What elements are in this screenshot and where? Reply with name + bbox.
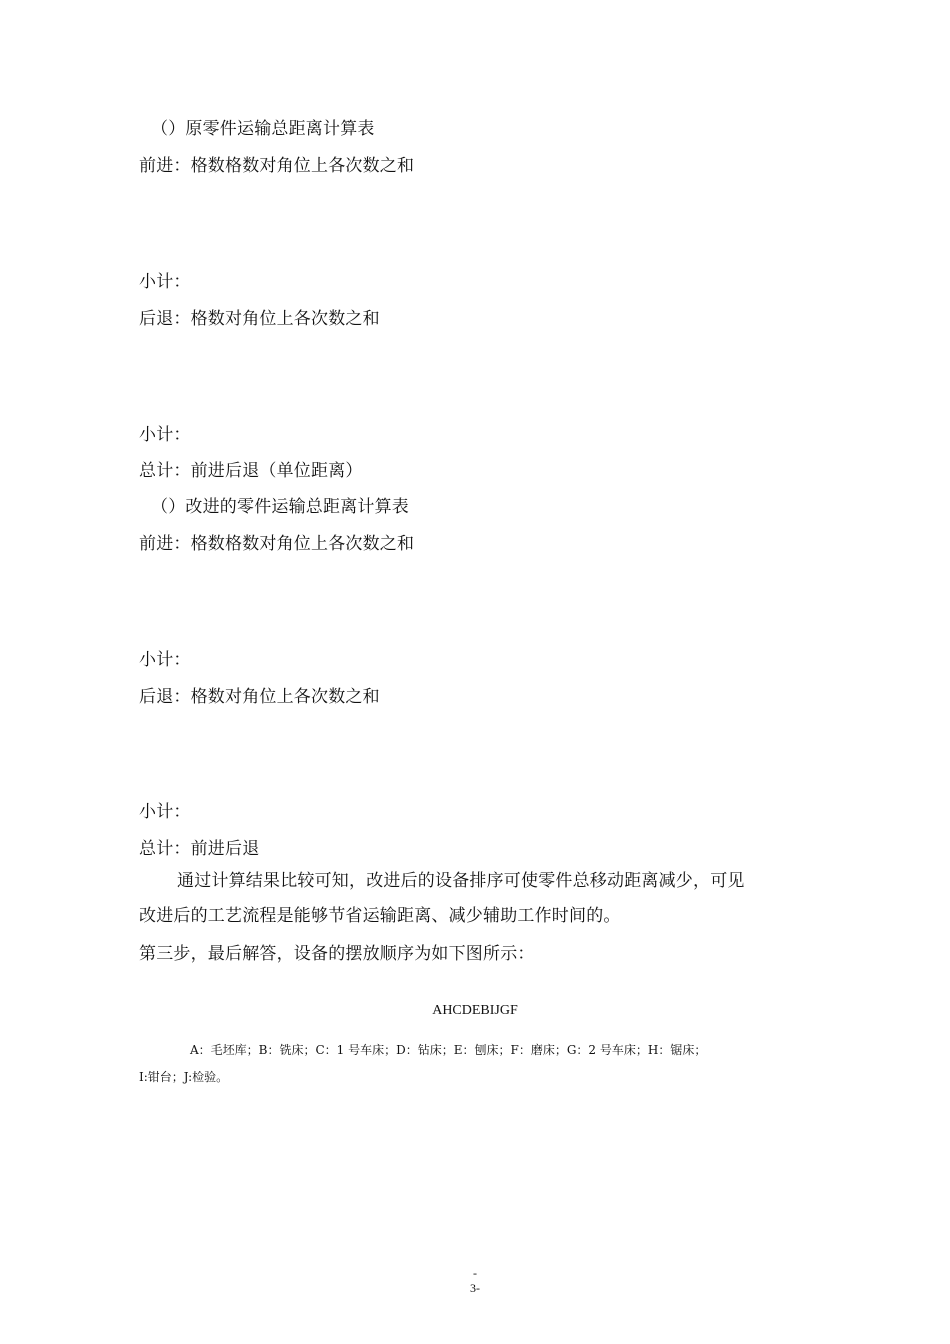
- forward-formula: 前进：格数格数对角位上各次数之和: [139, 534, 415, 554]
- conclusion-paragraph-cont: 改进后的工艺流程是能够节省运输距离、减少辅助工作时间的。: [139, 906, 621, 926]
- backward-formula: 后退：格数对角位上各次数之和: [139, 687, 380, 707]
- improved-table-heading: （）改进的零件运输总距离计算表: [151, 497, 409, 517]
- subtotal-label: 小计：: [139, 650, 191, 670]
- footer-dash: -: [473, 1266, 477, 1280]
- original-table-heading: （）原零件运输总距离计算表: [151, 119, 375, 139]
- forward-formula: 前进：格数格数对角位上各次数之和: [139, 156, 415, 176]
- total-formula: 总计：前进后退（单位距离）: [139, 461, 363, 481]
- step-three-text: 第三步，最后解答，设备的摆放顺序为如下图所示：: [139, 944, 535, 964]
- subtotal-label: 小计：: [139, 802, 191, 822]
- conclusion-paragraph: 通过计算结果比较可知，改进后的设备排序可使零件总移动距离减少，可见: [177, 871, 745, 891]
- equipment-sequence: AHCDEBIJGF: [432, 1003, 518, 1018]
- equipment-legend: A：毛坯库；B：铣床；C：1 号车床；D：钻床；E：刨床；F：磨床；G：2 号车床；H：锯床；: [190, 1043, 707, 1057]
- page-number: 3-: [470, 1281, 480, 1295]
- subtotal-label: 小计：: [139, 425, 191, 445]
- subtotal-label: 小计：: [139, 272, 191, 292]
- total-formula: 总计：前进后退: [139, 839, 260, 859]
- backward-formula: 后退：格数对角位上各次数之和: [139, 309, 380, 329]
- equipment-legend-cont: I:钳台；J:检验。: [139, 1070, 229, 1084]
